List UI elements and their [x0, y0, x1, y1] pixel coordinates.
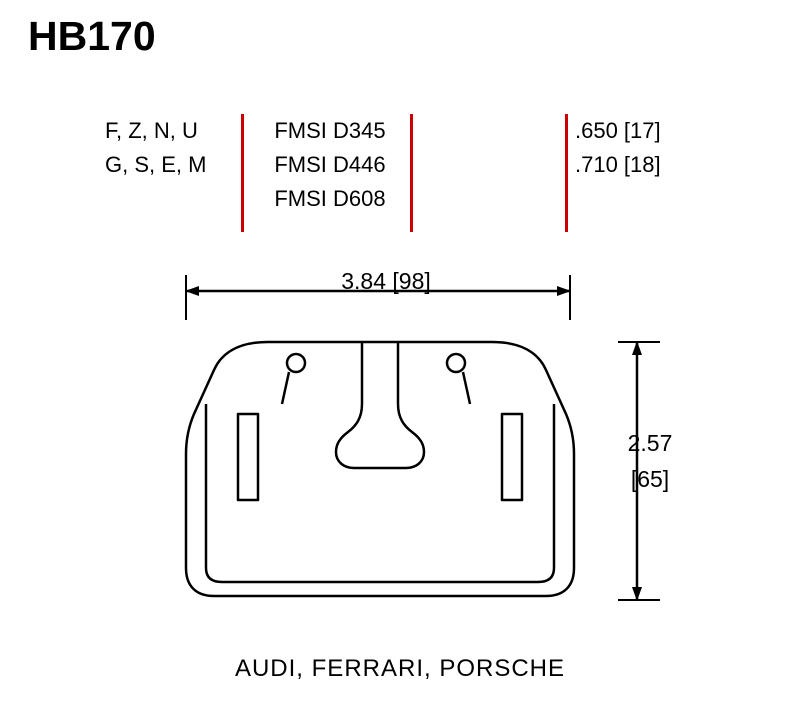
height-dimension-inches: 2.57: [627, 430, 673, 456]
vehicle-brands: AUDI, FERRARI, PORSCHE: [234, 655, 566, 682]
width-dimension-arrow: [186, 275, 570, 320]
fmsi-row: FMSI D345: [274, 118, 386, 143]
compound-row: G, S, E, M: [105, 152, 207, 177]
fmsi-row: FMSI D608: [274, 186, 386, 211]
part-number: HB170: [28, 13, 156, 59]
fmsi-row: FMSI D446: [274, 152, 386, 177]
compound-row: F, Z, N, U: [105, 118, 198, 143]
brake-pad-outline: [186, 342, 574, 596]
height-dimension-mm: [65]: [630, 466, 670, 492]
thickness-row: .710 [18]: [575, 152, 661, 177]
height-dimension-arrow: [618, 342, 660, 600]
thickness-row: .650 [17]: [575, 118, 661, 143]
width-dimension-label: 3.84 [98]: [341, 268, 431, 294]
